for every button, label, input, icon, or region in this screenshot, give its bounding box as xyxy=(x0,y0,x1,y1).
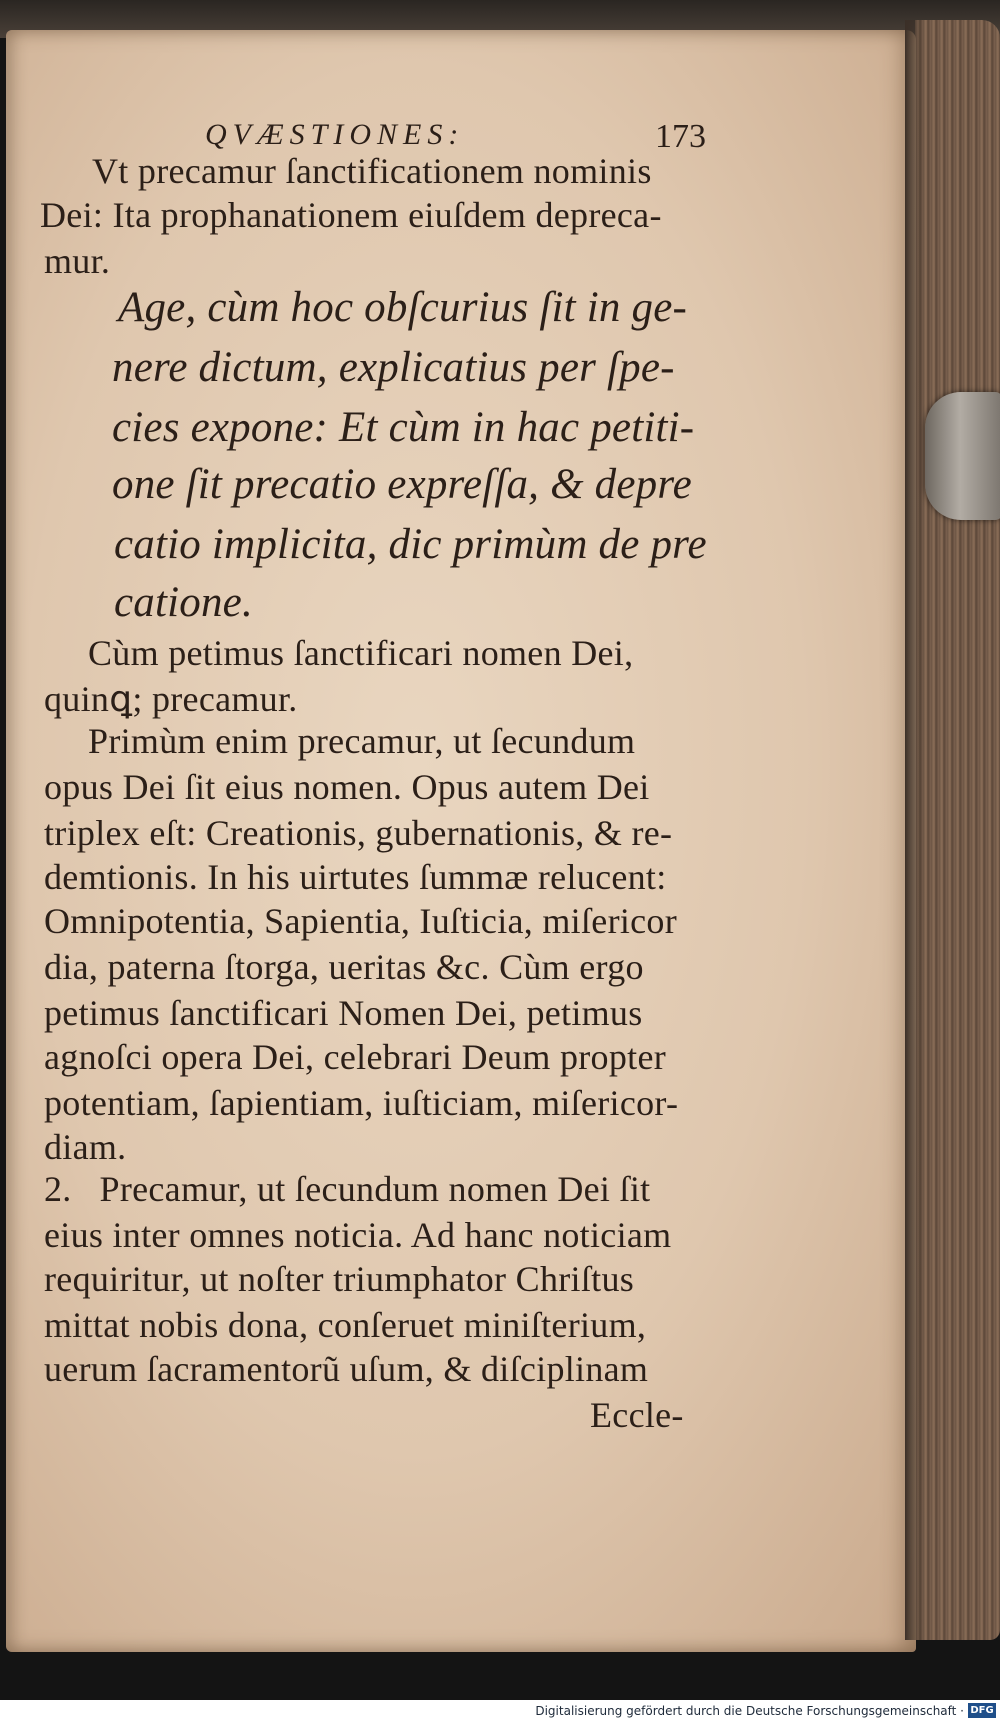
text-line: 2. Precamur, ut ſecundum nomen Dei ſit xyxy=(44,1169,651,1209)
text-line: mur. xyxy=(44,241,111,281)
text-line: demtionis. In his uirtutes ſummæ relucent: xyxy=(44,857,667,897)
footer-credit: Digitalisierung gefördert durch die Deutsche Forschungsgemeinschaft · xyxy=(535,1704,964,1718)
text-line: quinꝗ; precamur. xyxy=(44,679,298,719)
text-line: dia, paterna ſtorga, ueritas &c. Cùm ergo xyxy=(44,947,644,987)
text-line: Cùm petimus ſanctificari nomen Dei, xyxy=(88,633,634,673)
text-line: potentiam, ſapientiam, iuſticiam, miſericor- xyxy=(44,1083,679,1123)
question-line: Age, cùm hoc obſcurius ſit in ge- xyxy=(118,284,688,331)
question-line: cies expone: Et cùm in hac petiti- xyxy=(112,404,695,451)
text-line: petimus ſanctificari Nomen Dei, petimus xyxy=(44,993,643,1033)
text-line: eius inter omnes noticia. Ad hanc noticiam xyxy=(44,1215,672,1255)
catchword: Eccle- xyxy=(590,1395,684,1435)
text-line: Primùm enim precamur, ut ſecundum xyxy=(88,721,636,761)
page-number: 173 xyxy=(655,118,706,155)
text-line: agnoſci opera Dei, celebrari Deum propter xyxy=(44,1037,667,1077)
question-line: catione. xyxy=(114,579,253,626)
text-line: Dei: Ita prophanationem eiuſdem depreca- xyxy=(40,195,662,235)
page-edge-shadow xyxy=(905,20,925,1640)
text-line: uerum ſacramentorũ uſum, & diſciplinam xyxy=(44,1349,649,1389)
text-line: Vt precamur ſanctificationem nominis xyxy=(92,151,652,191)
text-line: triplex eſt: Creationis, gubernationis, & re- xyxy=(44,813,673,853)
book-clasp xyxy=(925,392,1000,520)
text-line: diam. xyxy=(44,1127,127,1167)
text-line: Omnipotentia, Sapientia, Iuſticia, miſericor xyxy=(44,901,678,941)
question-line: catio implicita, dic primùm de pre xyxy=(114,521,707,568)
text-line: mittat nobis dona, conſeruet miniſterium, xyxy=(44,1305,647,1345)
question-line: nere dictum, explicatius per ſpe- xyxy=(112,344,675,391)
book-fore-edge xyxy=(915,20,1000,1640)
question-line: one ſit precatio expreſſa, & depre xyxy=(112,461,692,508)
dfg-logo: DFG xyxy=(968,1703,996,1718)
text-line: opus Dei ſit eius nomen. Opus autem Dei xyxy=(44,767,650,807)
running-title: QVÆSTIONES: xyxy=(205,118,465,151)
text-line: requiritur, ut noſter triumphator Chriſtus xyxy=(44,1259,635,1299)
